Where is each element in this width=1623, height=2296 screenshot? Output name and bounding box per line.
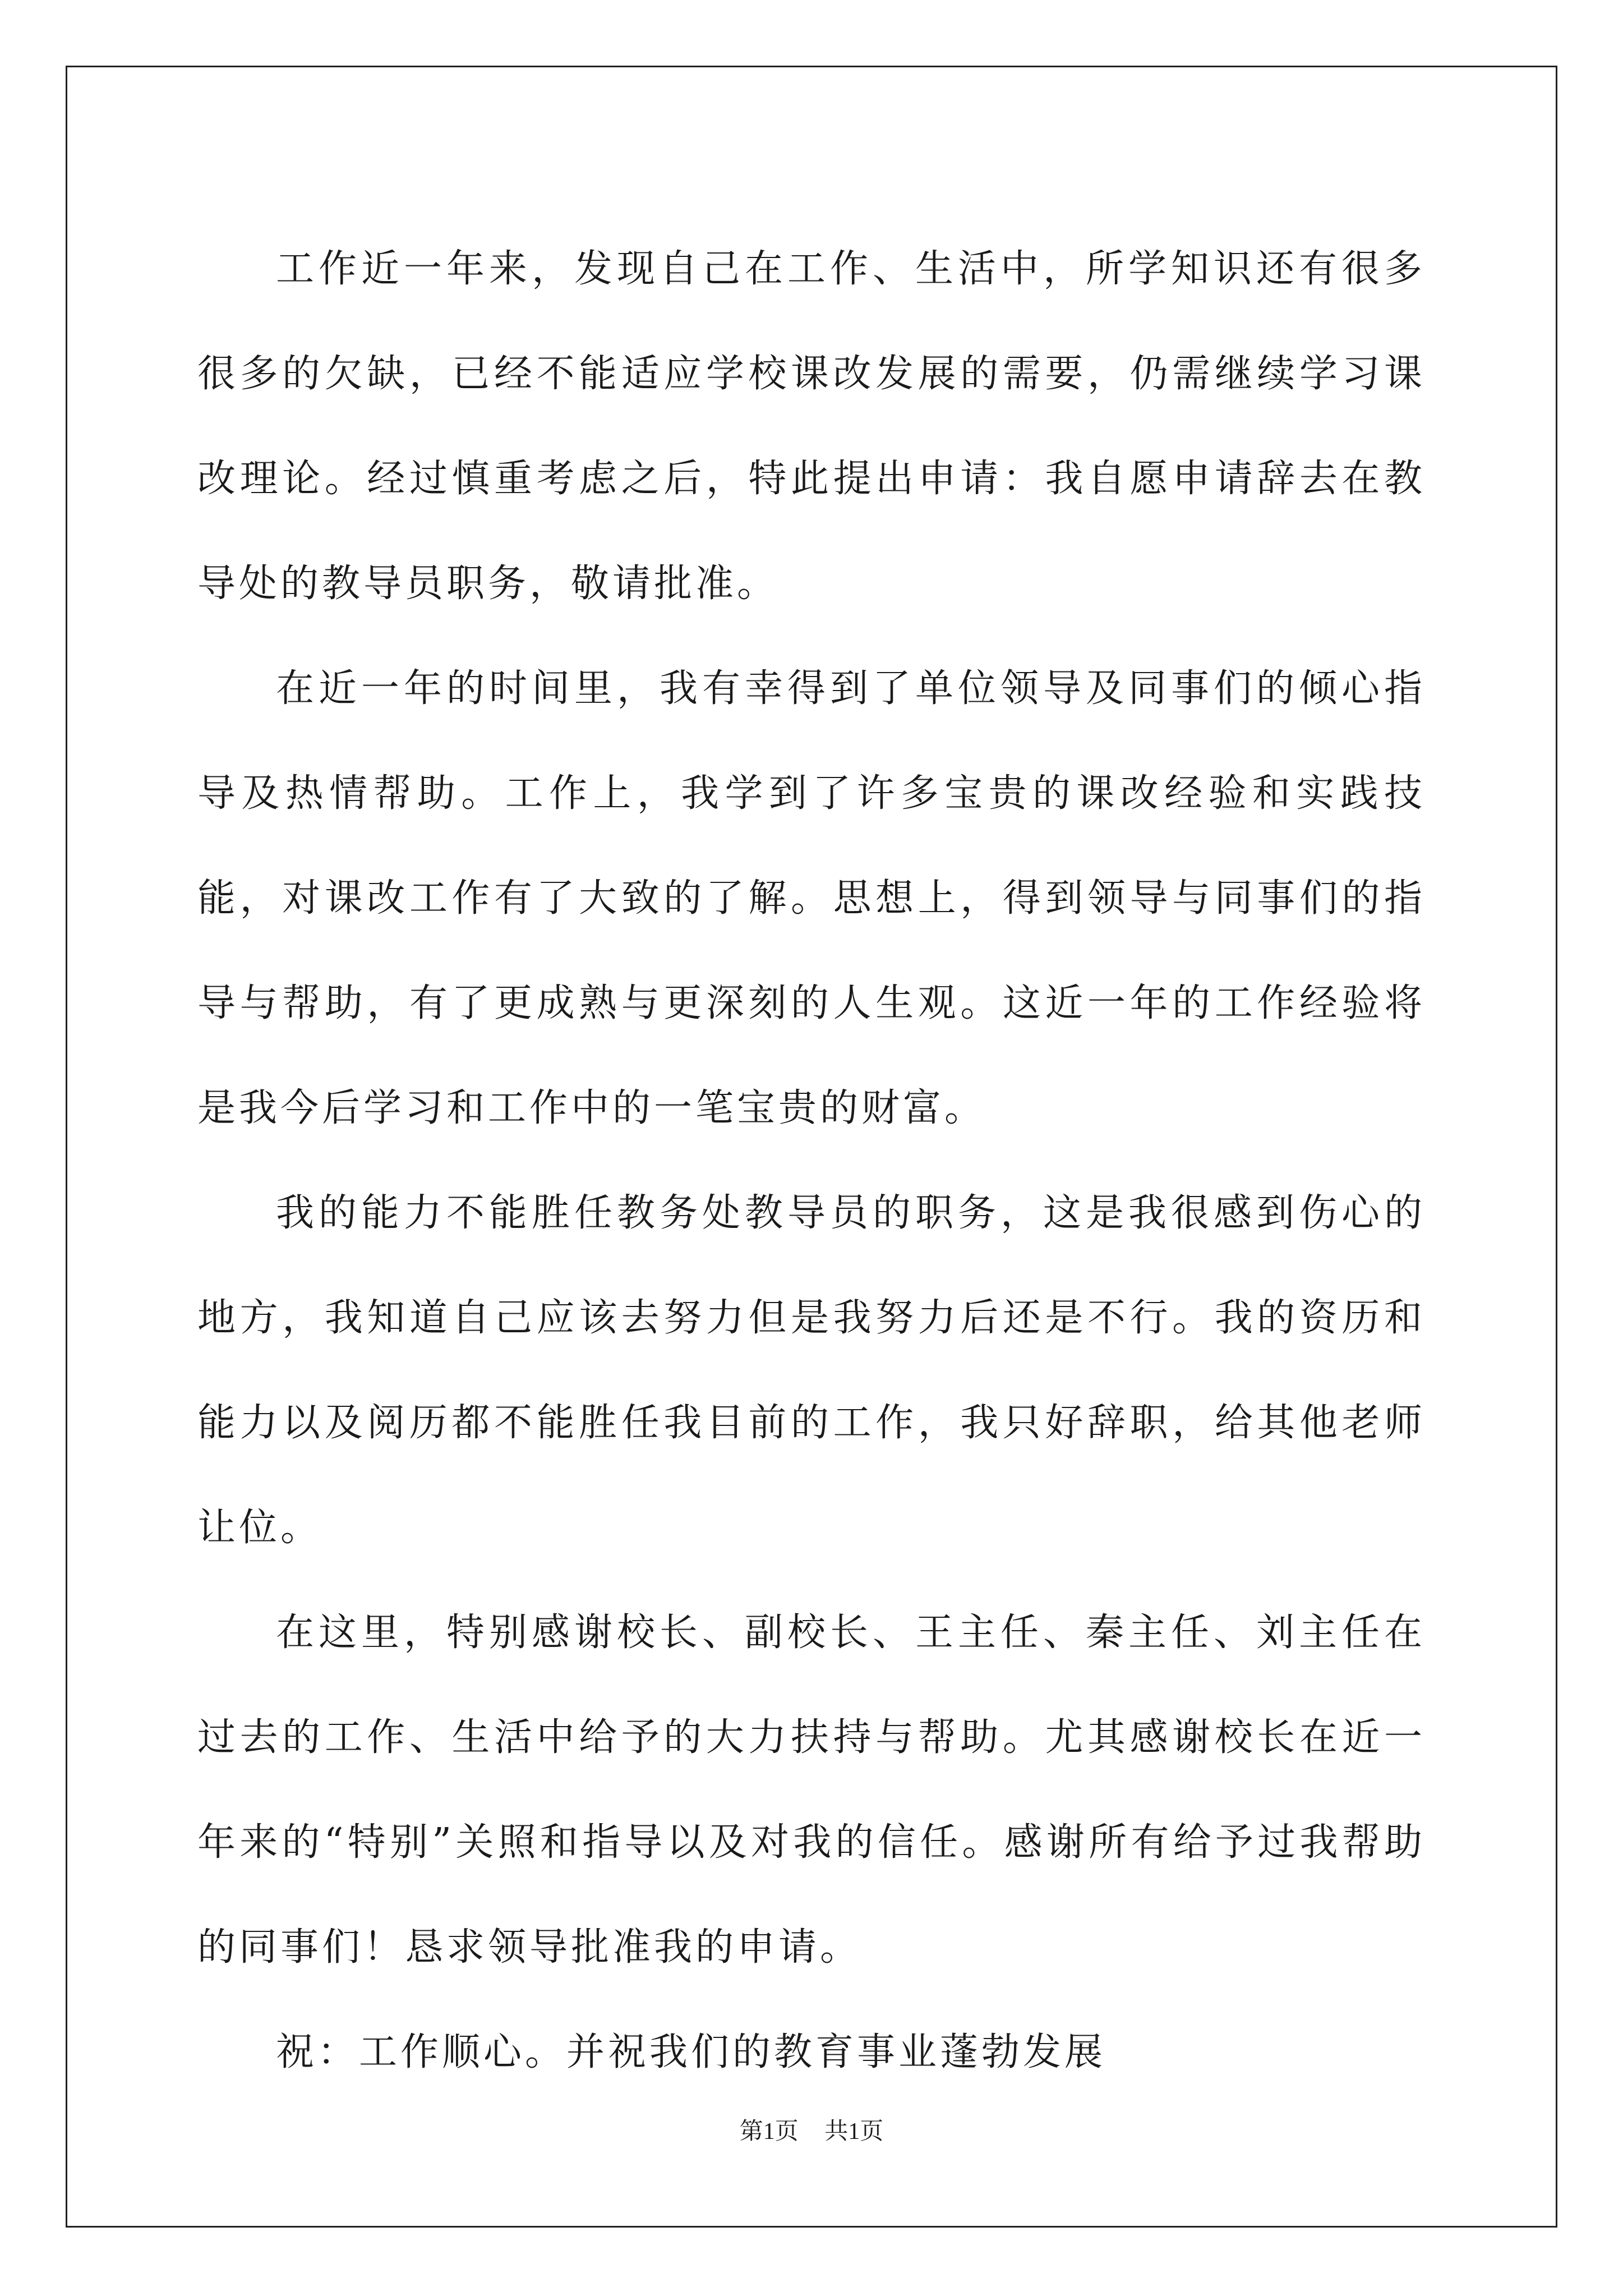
paragraph-3: 我的能力不能胜任教务处教导员的职务，这是我很感到伤心的地方，我知道自己应该去努力但是我努力后还是不行。我的资历和能力以及阅历都不能胜任我目前的工作，我只好辞职，给其他老师让位。 [197,1191,1426,1550]
paragraph-4: 在这里，特别感谢校长、副校长、王主任、秦主任、刘主任在过去的工作、生活中给予的大力扶持与帮助。尤其感谢校长在近一年来的“特别”关照和指导以及对我的信任。感谢所有给予过我帮助的同事们！恳求领导批准我的申请。 [197,1611,1426,1970]
paragraph-closing: 祝：工作顺心。并祝我们的教育事业蓬勃发展 [276,2030,1106,2074]
paragraph-1: 工作近一年来，发现自己在工作、生活中，所学知识还有很多很多的欠缺，已经不能适应学校课改发展的需要，仍需继续学习课改理论。经过慎重考虑之后，特此提出申请：我自愿申请辞去在教导处的教导员职务，敬请批准。 [197,247,1426,606]
paragraph-2: 在近一年的时间里，我有幸得到了单位领导及同事们的倾心指导及热情帮助。工作上，我学到了许多宝贵的课改经验和实践技能，对课改工作有了大致的了解。思想上，得到领导与同事们的指导与帮助，有了更成熟与更深刻的人生观。这近一年的工作经验将是我今后学习和工作中的一笔宝贵的财富。 [197,666,1426,1130]
page-footer [0,2115,1623,2148]
page-number-current: 第1页 [739,2119,799,2145]
page-number-total: 共1页 [824,2119,884,2145]
letter-body [197,217,1426,2105]
